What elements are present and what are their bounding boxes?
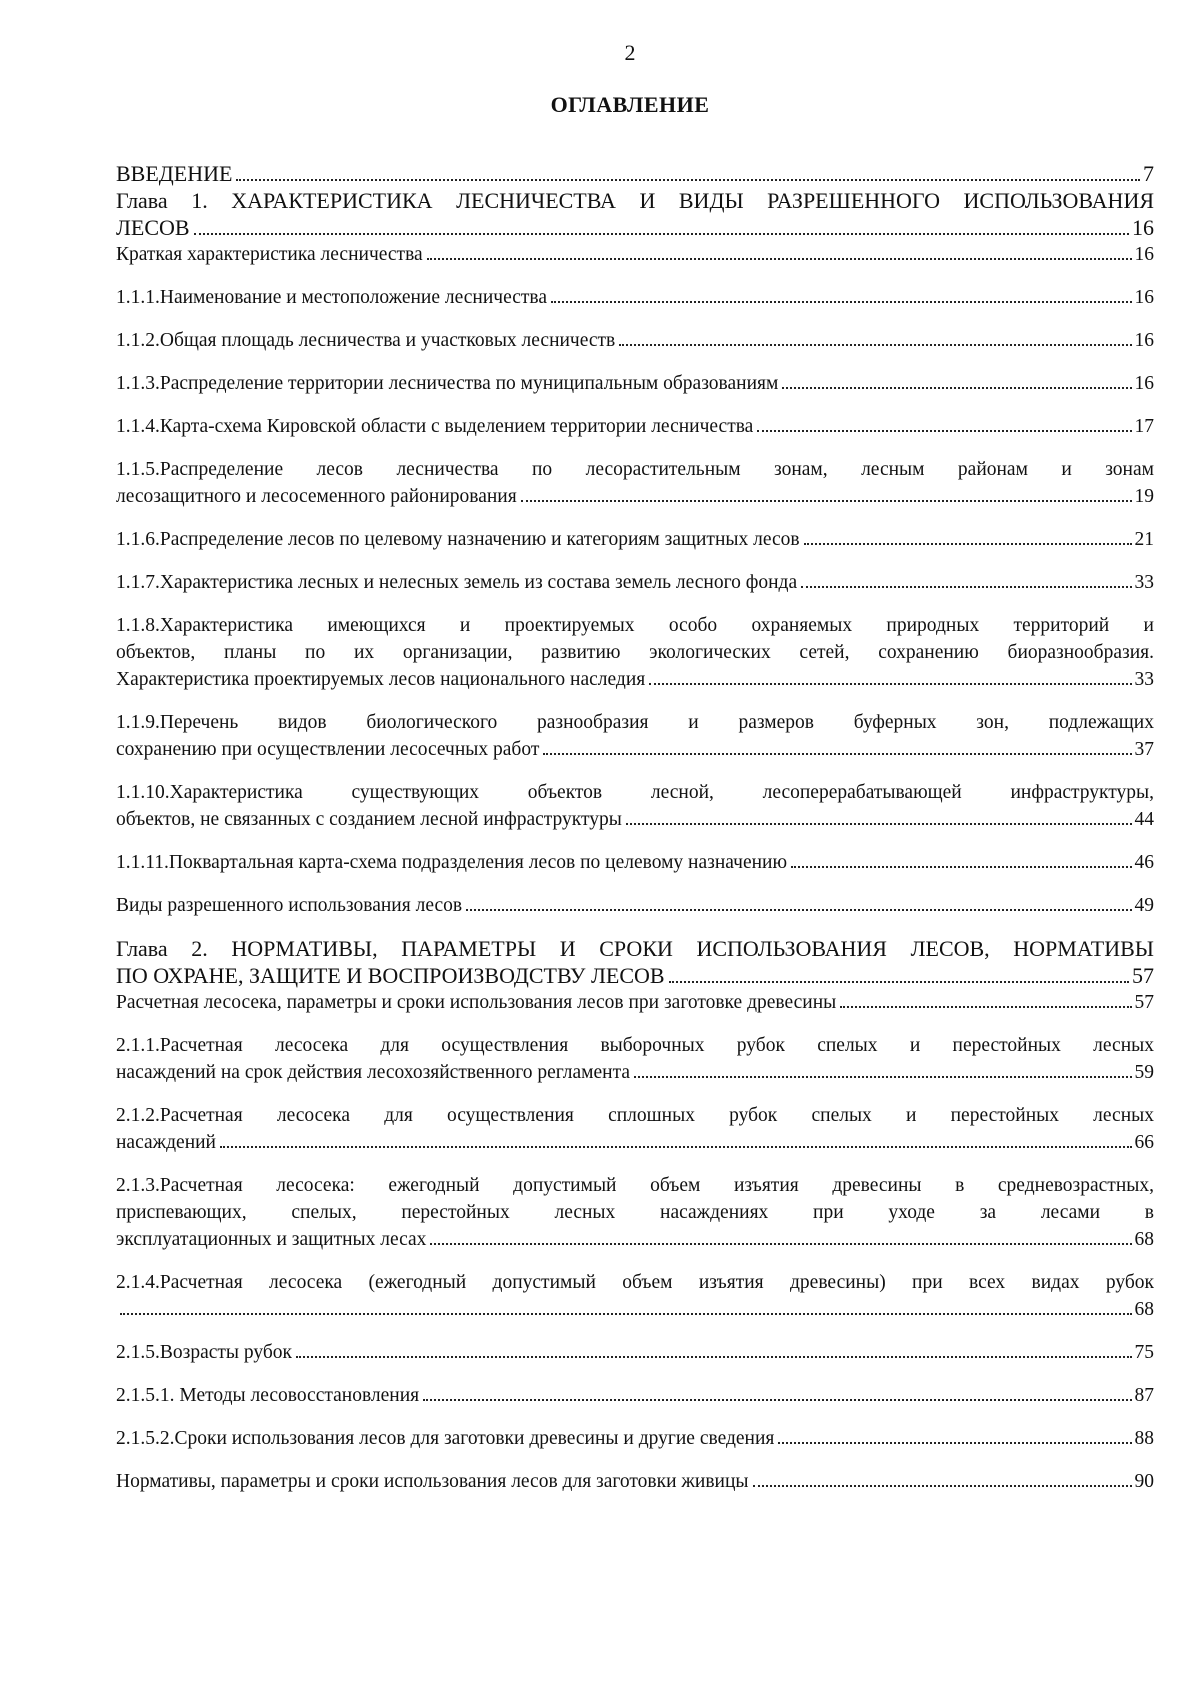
toc-entry-last-line — [116, 1226, 1154, 1253]
toc-entry-last-line — [116, 1468, 1154, 1495]
toc-entry[interactable] — [116, 1382, 1154, 1409]
dot-leader — [791, 865, 1131, 868]
toc-entry-last-line — [116, 327, 1154, 354]
toc-entry[interactable] — [116, 1425, 1154, 1452]
dot-leader — [120, 1312, 1132, 1315]
toc-title: ОГЛАВЛЕНИЕ — [550, 92, 710, 117]
toc-entry-text-line: 1.1.10.Характеристика существующих объектов лесной, лесоперерабатывающей инфраструктуры, — [116, 782, 1154, 803]
toc-page-ref: 33 — [1134, 669, 1154, 690]
dot-leader — [619, 343, 1131, 346]
toc-entry-title: 1.1.2.Общая площадь лесничества и участковых лесничеств — [116, 330, 616, 351]
toc-entry-last-line — [116, 1129, 1154, 1156]
toc-entry-text-line: 2.1.2.Расчетная лесосека для осуществления сплошных рубок спелых и перестойных лесных — [116, 1105, 1154, 1126]
toc-page-ref: 46 — [1134, 852, 1154, 873]
toc-entry-last-line — [116, 736, 1154, 763]
toc-entry[interactable] — [116, 284, 1154, 311]
toc-entry[interactable] — [116, 779, 1154, 833]
toc-entry[interactable] — [116, 569, 1154, 596]
toc-entry-text-line: 1.1.5.Распределение лесов лесничества по лесорастительным зонам, лесным районам и зонам — [116, 459, 1154, 480]
toc-page-ref: 57 — [1134, 992, 1154, 1013]
dot-leader — [801, 585, 1131, 588]
toc-entry-text-line: 2.1.4.Расчетная лесосека (ежегодный допустимый объем изъятия древесины) при всех видах рубок — [116, 1272, 1154, 1293]
dot-leader — [427, 257, 1132, 260]
toc-page-ref: 16 — [1134, 287, 1154, 308]
toc-page-ref: 87 — [1134, 1385, 1154, 1406]
dot-leader — [543, 752, 1131, 755]
dot-leader — [220, 1145, 1132, 1148]
toc-entry[interactable] — [116, 327, 1154, 354]
toc-entry[interactable] — [116, 709, 1154, 763]
toc-entry-last-line — [116, 370, 1154, 397]
toc-page-ref: 75 — [1134, 1342, 1154, 1363]
toc-entry-text-line: 2.1.3.Расчетная лесосека: ежегодный допустимый объем изъятия древесины в средневозрастных, — [116, 1175, 1154, 1196]
toc-entry-last-line — [116, 214, 1154, 241]
toc-entry-last-line — [116, 413, 1154, 440]
dot-leader — [840, 1005, 1131, 1008]
dot-leader — [782, 386, 1131, 389]
toc-entry-title: 2.1.5.2.Сроки использования лесов для заготовки древесины и другие сведения — [116, 1428, 775, 1449]
toc-entry[interactable] — [116, 849, 1154, 876]
toc-entry-title: ЛЕСОВ — [116, 215, 190, 240]
toc-page-ref: 57 — [1132, 963, 1154, 988]
toc-page-ref: 16 — [1132, 215, 1154, 240]
dot-leader — [430, 1242, 1131, 1245]
toc-chapter-entry[interactable] — [116, 935, 1154, 989]
toc-entry-last-line — [116, 483, 1154, 510]
toc-entry-last-line — [116, 526, 1154, 553]
toc-entry-title: ВВЕДЕНИЕ — [116, 161, 233, 186]
dot-leader — [649, 682, 1131, 685]
dot-leader — [753, 1484, 1132, 1487]
dot-leader — [236, 178, 1140, 181]
dot-leader — [634, 1075, 1132, 1078]
toc-entry-text-line: Глава 1. ХАРАКТЕРИСТИКА ЛЕСНИЧЕСТВА И ВИДЫ РАЗРЕШЕННОГО ИСПОЛЬЗОВАНИЯ — [116, 188, 1154, 213]
toc-entry-text-line: 2.1.1.Расчетная лесосека для осуществления выборочных рубок спелых и перестойных лесных — [116, 1035, 1154, 1056]
toc-entry-last-line — [116, 989, 1154, 1016]
dot-leader — [194, 232, 1129, 235]
toc-entry-text-line: 1.1.9.Перечень видов биологического разнообразия и размеров буферных зон, подлежащих — [116, 712, 1154, 733]
toc-entry-title: насаждений — [116, 1132, 216, 1153]
toc-page-ref: 88 — [1134, 1428, 1154, 1449]
toc-entry-text-line: 1.1.8.Характеристика имеющихся и проектируемых особо охраняемых природных территорий и — [116, 615, 1154, 636]
toc-entry-title: Виды разрешенного использования лесов — [116, 895, 463, 916]
toc-page-ref: 7 — [1143, 161, 1154, 186]
dot-leader — [778, 1441, 1131, 1444]
toc-entry-last-line — [116, 806, 1154, 833]
toc-page-ref: 66 — [1134, 1132, 1154, 1153]
toc-entry-title: 1.1.11.Поквартальная карта-схема подразделения лесов по целевому назначению — [116, 852, 788, 873]
toc-entry-last-line — [116, 666, 1154, 693]
toc-entry-title: 1.1.3.Распределение территории лесничества по муниципальным образованиям — [116, 373, 779, 394]
toc-entry-last-line — [116, 1382, 1154, 1409]
dot-leader — [804, 542, 1132, 545]
toc-entry-title: Характеристика проектируемых лесов национального наследия — [116, 669, 646, 690]
dot-leader — [423, 1398, 1131, 1401]
dot-leader — [551, 300, 1131, 303]
toc-entry-title: 2.1.5.1. Методы лесовосстановления — [116, 1385, 420, 1406]
toc-entry-title: 1.1.7.Характеристика лесных и нелесных земель из состава земель лесного фонда — [116, 572, 798, 593]
toc-chapter-entry[interactable] — [116, 187, 1154, 241]
toc-entry-title: Нормативы, параметры и сроки использования лесов для заготовки живицы — [116, 1471, 749, 1492]
toc-entry[interactable] — [116, 989, 1154, 1016]
toc-entry-title: Расчетная лесосека, параметры и сроки использования лесов при заготовке древесины — [116, 992, 837, 1013]
toc-entry-text-line: Глава 2. НОРМАТИВЫ, ПАРАМЕТРЫ И СРОКИ ИСПОЛЬЗОВАНИЯ ЛЕСОВ, НОРМАТИВЫ — [116, 936, 1154, 961]
toc-entry-title: лесозащитного и лесосеменного районирования — [116, 486, 517, 507]
toc-entry[interactable] — [116, 1468, 1154, 1495]
toc-entry-last-line — [116, 962, 1154, 989]
toc-entry[interactable] — [116, 370, 1154, 397]
toc-entry-title: 1.1.1.Наименование и местоположение лесничества — [116, 287, 548, 308]
dot-leader — [669, 980, 1129, 983]
toc-entry-title: объектов, не связанных с созданием лесной инфраструктуры — [116, 809, 622, 830]
toc-entry-title: эксплуатационных и защитных лесах — [116, 1229, 427, 1250]
toc-entry[interactable] — [116, 241, 1154, 268]
toc-entry-last-line — [116, 569, 1154, 596]
page-number: 2 — [624, 40, 636, 65]
toc-page-ref: 59 — [1134, 1062, 1154, 1083]
toc-entry-text-line: объектов, планы по их организации, развитию экологических сетей, сохранению биоразнообразия. — [116, 642, 1154, 663]
toc-entry-last-line — [116, 1059, 1154, 1086]
toc-page-ref: 90 — [1134, 1471, 1154, 1492]
toc-chapter-entry[interactable] — [116, 160, 1154, 187]
toc-entry-last-line — [116, 160, 1154, 187]
toc-entry-title: Краткая характеристика лесничества — [116, 244, 423, 265]
toc-entry[interactable] — [116, 1032, 1154, 1086]
toc-entry-last-line — [116, 1339, 1154, 1366]
dot-leader — [757, 429, 1131, 432]
table-of-contents — [116, 160, 1154, 1495]
dot-leader — [466, 908, 1131, 911]
toc-page-ref: 68 — [1134, 1299, 1154, 1320]
toc-entry[interactable] — [116, 1172, 1154, 1253]
toc-entry-title: ПО ОХРАНЕ, ЗАЩИТЕ И ВОСПРОИЗВОДСТВУ ЛЕСОВ — [116, 963, 665, 988]
toc-entry[interactable] — [116, 892, 1154, 919]
toc-page-ref: 19 — [1134, 486, 1154, 507]
toc-entry[interactable] — [116, 1339, 1154, 1366]
toc-entry[interactable] — [116, 1269, 1154, 1323]
dot-leader — [296, 1355, 1131, 1358]
toc-page-ref: 68 — [1134, 1229, 1154, 1250]
toc-page-ref: 21 — [1134, 529, 1154, 550]
dot-leader — [521, 499, 1132, 502]
toc-entry[interactable] — [116, 526, 1154, 553]
toc-entry-last-line — [116, 284, 1154, 311]
toc-page-ref: 16 — [1134, 330, 1154, 351]
toc-page-ref: 33 — [1134, 572, 1154, 593]
toc-entry-title: 2.1.5.Возрасты рубок — [116, 1342, 293, 1363]
toc-entry-text-line: приспевающих, спелых, перестойных лесных насаждениях при уходе за лесами в — [116, 1202, 1154, 1223]
toc-page-ref: 17 — [1134, 416, 1154, 437]
toc-entry-last-line — [116, 241, 1154, 268]
toc-entry-title: 1.1.6.Распределение лесов по целевому назначению и категориям защитных лесов — [116, 529, 800, 550]
toc-entry-last-line — [116, 849, 1154, 876]
toc-page-ref: 16 — [1134, 244, 1154, 265]
toc-page-ref: 49 — [1134, 895, 1154, 916]
toc-entry[interactable] — [116, 413, 1154, 440]
toc-entry[interactable] — [116, 612, 1154, 693]
toc-entry[interactable] — [116, 1102, 1154, 1156]
toc-page-ref: 37 — [1134, 739, 1154, 760]
toc-entry[interactable] — [116, 456, 1154, 510]
toc-page-ref: 16 — [1134, 373, 1154, 394]
dot-leader — [626, 822, 1132, 825]
toc-entry-title: насаждений на срок действия лесохозяйственного регламента — [116, 1062, 630, 1083]
toc-entry-title: сохранению при осуществлении лесосечных работ — [116, 739, 540, 760]
toc-page-ref: 44 — [1134, 809, 1154, 830]
toc-entry-last-line — [116, 1425, 1154, 1452]
toc-entry-last-line — [116, 1296, 1154, 1323]
toc-entry-title: 1.1.4.Карта-схема Кировской области с выделением территории лесничества — [116, 416, 754, 437]
toc-entry-last-line — [116, 892, 1154, 919]
